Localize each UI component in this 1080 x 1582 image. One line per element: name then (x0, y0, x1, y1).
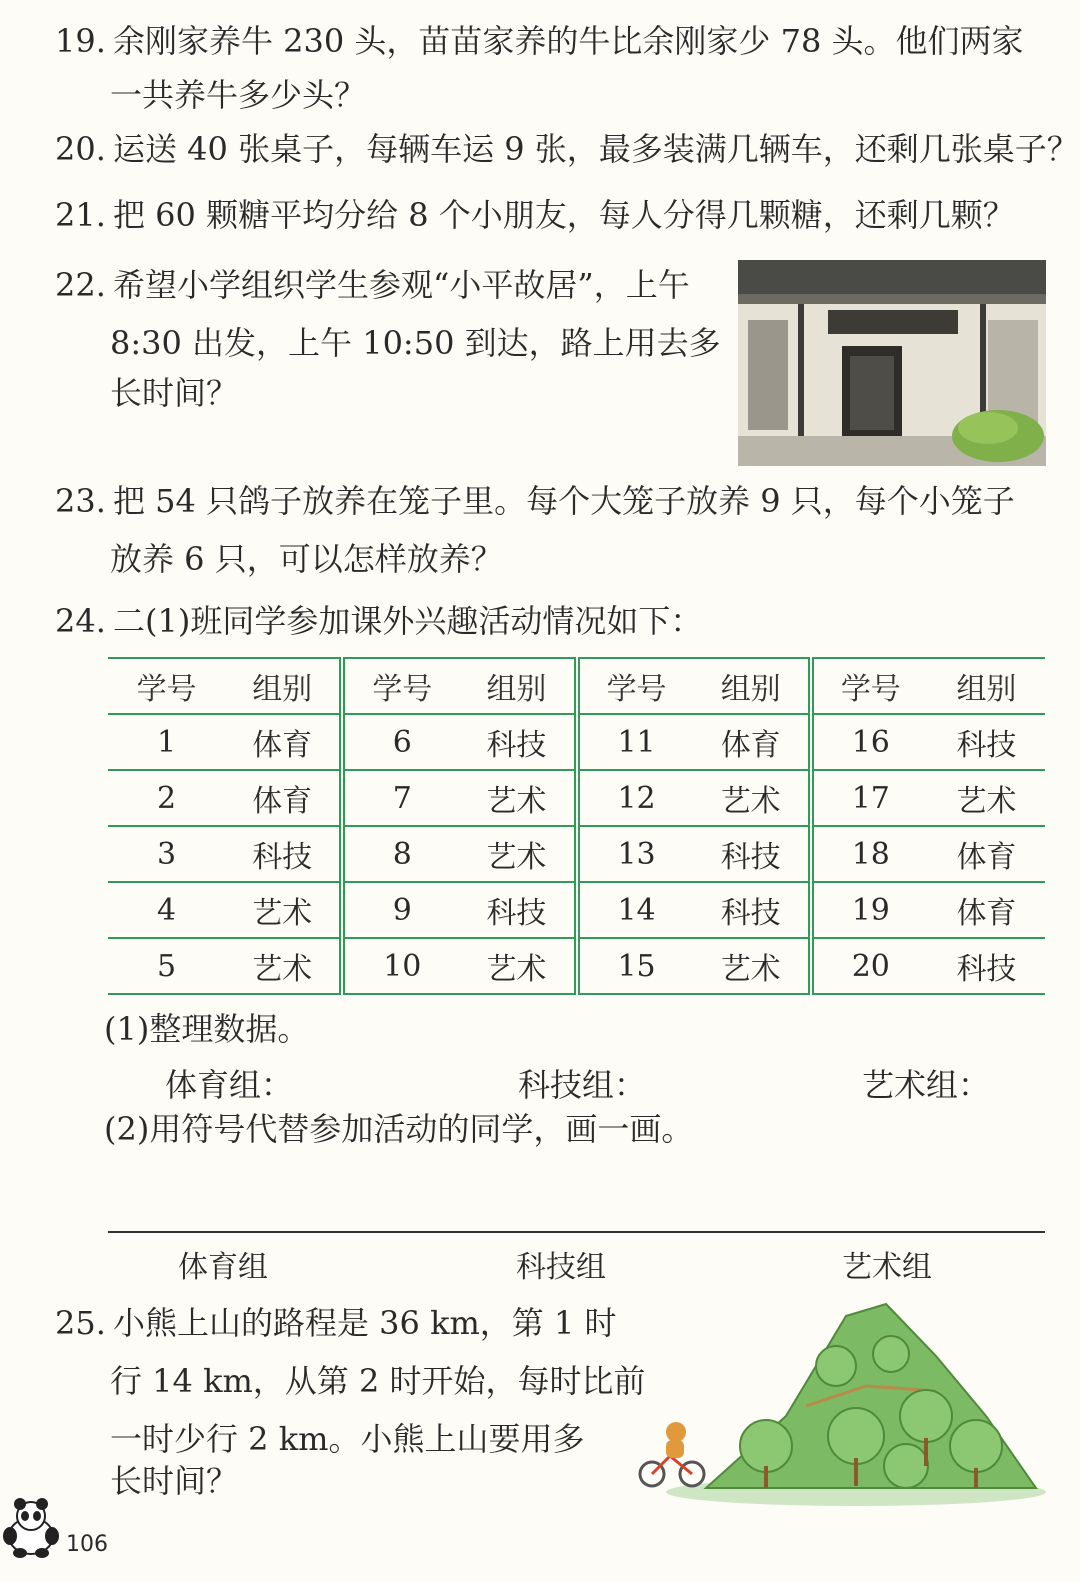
group-art-label: 艺术组： (862, 1066, 991, 1104)
problem-text: 长时间？ (110, 1462, 239, 1500)
problem-text: 余刚家养牛 230 头，苗苗家养的牛比余刚家少 78 头。他们两家 (113, 22, 1024, 60)
table-cell: 体育 (928, 826, 1045, 882)
table-row (108, 770, 1045, 826)
table-cell: 4 (108, 882, 225, 938)
problem-number: 19. (55, 22, 106, 60)
table-cell: 科技 (694, 882, 811, 938)
problem-number: 20. (55, 130, 106, 168)
problem-text: 行 14 km，从第 2 时开始，每时比前 (110, 1362, 646, 1400)
residence-photo (738, 260, 1046, 466)
page-number: 106 (66, 1532, 108, 1557)
table-cell: 15 (577, 938, 694, 994)
problem-number: 23. (55, 482, 106, 520)
problem-text: 长时间？ (110, 374, 239, 412)
problem-20 (55, 130, 1079, 168)
table-cell: 体育 (694, 714, 811, 770)
table-cell: 6 (342, 714, 459, 770)
problem-19 (55, 22, 1024, 60)
table-cell: 12 (577, 770, 694, 826)
problem-text: 运送 40 张桌子，每辆车运 9 张，最多装满几辆车，还剩几张桌子？ (113, 130, 1079, 168)
panda-icon (2, 1498, 60, 1558)
table-cell: 艺术 (459, 938, 576, 994)
table-row (108, 826, 1045, 882)
mountain-illustration (636, 1296, 1046, 1508)
table-cell: 3 (108, 826, 225, 882)
table-header-cell: 学号 (342, 658, 459, 714)
table-cell: 艺术 (459, 826, 576, 882)
drawing-baseline (108, 1231, 1045, 1233)
problem-number: 22. (55, 266, 106, 304)
table-header-cell: 组别 (459, 658, 576, 714)
activity-table (108, 657, 1045, 995)
table-row (108, 938, 1045, 994)
problem-number: 25. (55, 1304, 106, 1342)
table-cell: 10 (342, 938, 459, 994)
table-cell: 20 (811, 938, 928, 994)
table-cell: 16 (811, 714, 928, 770)
table-cell: 科技 (928, 938, 1045, 994)
table-cell: 体育 (225, 714, 342, 770)
problem-text: 希望小学组织学生参观“小平故居”，上午 (113, 266, 690, 304)
axis-label-sport: 体育组 (178, 1250, 268, 1285)
problem-23 (55, 482, 1015, 520)
table-cell: 7 (342, 770, 459, 826)
table-cell: 19 (811, 882, 928, 938)
table-cell: 17 (811, 770, 928, 826)
problem-22-cont (110, 324, 721, 362)
problem-text: 把 54 只鸽子放养在笼子里。每个大笼子放养 9 只，每个小笼子 (113, 482, 1015, 520)
problem-19-cont (110, 76, 366, 114)
table-cell: 8 (342, 826, 459, 882)
table-cell: 艺术 (694, 770, 811, 826)
subquestion-1: (1)整理数据。 (104, 1010, 310, 1048)
table-header-cell: 组别 (928, 658, 1045, 714)
problem-number: 24. (55, 602, 106, 640)
table-cell: 艺术 (225, 938, 342, 994)
problem-text: 一共养牛多少头？ (110, 76, 367, 114)
problem-text: 一时少行 2 km。小熊上山要用多 (110, 1420, 585, 1458)
table-header-cell: 组别 (225, 658, 342, 714)
table-cell: 2 (108, 770, 225, 826)
table-cell: 5 (108, 938, 225, 994)
table-cell: 艺术 (694, 938, 811, 994)
table-cell: 科技 (225, 826, 342, 882)
table-cell: 体育 (225, 770, 342, 826)
problem-25-cont (110, 1462, 238, 1500)
table-header-cell: 学号 (108, 658, 225, 714)
table-cell: 艺术 (928, 770, 1045, 826)
problem-text: 小熊上山的路程是 36 km，第 1 时 (113, 1304, 617, 1342)
table-cell: 科技 (928, 714, 1045, 770)
group-sport-label: 体育组： (165, 1066, 294, 1104)
table-cell: 11 (577, 714, 694, 770)
table-cell: 14 (577, 882, 694, 938)
subquestion-2: (2)用符号代替参加活动的同学，画一画。 (104, 1110, 694, 1148)
group-tech-label: 科技组： (518, 1066, 647, 1104)
problem-22 (55, 266, 690, 304)
table-header-cell: 组别 (694, 658, 811, 714)
problem-23-cont (110, 540, 503, 578)
table-cell: 科技 (459, 882, 576, 938)
problem-text: 放养 6 只，可以怎样放养？ (110, 540, 503, 578)
problem-21 (55, 196, 1015, 234)
table-row (108, 882, 1045, 938)
problem-25-cont (110, 1420, 584, 1458)
problem-number: 21. (55, 196, 106, 234)
table-header-cell: 学号 (577, 658, 694, 714)
table-header-cell: 学号 (811, 658, 928, 714)
table-header-row (108, 658, 1045, 714)
table-cell: 13 (577, 826, 694, 882)
problem-24 (55, 602, 702, 640)
problem-25 (55, 1304, 617, 1342)
table-cell: 艺术 (459, 770, 576, 826)
problem-25-cont (110, 1362, 646, 1400)
table-cell: 9 (342, 882, 459, 938)
problem-text: 把 60 颗糖平均分给 8 个小朋友，每人分得几颗糖，还剩几颗？ (113, 196, 1015, 234)
table-cell: 体育 (928, 882, 1045, 938)
axis-label-art: 艺术组 (842, 1250, 932, 1285)
table-cell: 艺术 (225, 882, 342, 938)
table-cell: 1 (108, 714, 225, 770)
problem-text: 二(1)班同学参加课外兴趣活动情况如下： (113, 602, 703, 640)
problem-22-cont (110, 374, 238, 412)
table-row (108, 714, 1045, 770)
table-cell: 科技 (459, 714, 576, 770)
table-cell: 18 (811, 826, 928, 882)
axis-label-tech: 科技组 (516, 1250, 606, 1285)
table-cell: 科技 (694, 826, 811, 882)
problem-text: 8:30 出发，上午 10:50 到达，路上用去多 (110, 324, 721, 362)
